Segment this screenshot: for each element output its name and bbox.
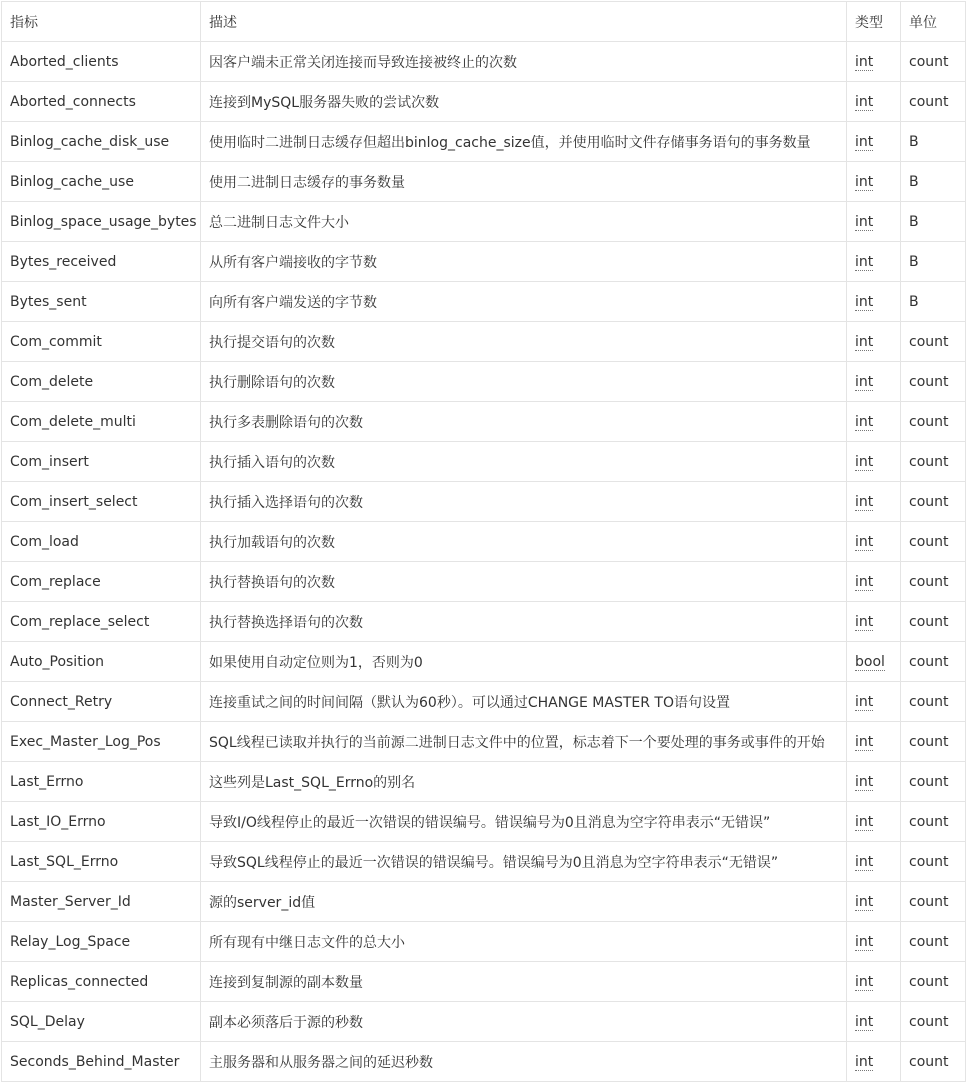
header-metric: 指标 — [2, 2, 201, 42]
type-value: int — [855, 93, 874, 110]
unit-cell: count — [901, 522, 966, 562]
unit-cell: count — [901, 602, 966, 642]
description-cell: 连接到MySQL服务器失败的尝试次数 — [201, 82, 847, 122]
description-cell: 使用二进制日志缓存的事务数量 — [201, 162, 847, 202]
table-row — [2, 602, 966, 642]
type-value: int — [855, 893, 874, 910]
metric-name-cell: Com_commit — [2, 322, 201, 362]
unit-cell: count — [901, 482, 966, 522]
metric-name-cell: Replicas_connected — [2, 962, 201, 1002]
table-row — [2, 42, 966, 82]
table-row — [2, 882, 966, 922]
type-cell — [847, 522, 901, 562]
type-value: int — [855, 533, 874, 550]
description-cell: 执行加载语句的次数 — [201, 522, 847, 562]
type-value: int — [855, 493, 874, 510]
table-body — [2, 42, 966, 1082]
description-cell: 执行替换选择语句的次数 — [201, 602, 847, 642]
unit-cell: B — [901, 242, 966, 282]
table-row — [2, 482, 966, 522]
type-cell — [847, 602, 901, 642]
type-cell — [847, 842, 901, 882]
description-cell: 执行插入语句的次数 — [201, 442, 847, 482]
type-value: int — [855, 573, 874, 590]
description-cell: 执行多表删除语句的次数 — [201, 402, 847, 442]
unit-cell: B — [901, 202, 966, 242]
type-cell — [847, 282, 901, 322]
type-value: int — [855, 133, 874, 150]
type-cell — [847, 82, 901, 122]
metric-name-cell: Connect_Retry — [2, 682, 201, 722]
header-type: 类型 — [847, 2, 901, 42]
table-row — [2, 362, 966, 402]
unit-cell: count — [901, 882, 966, 922]
unit-cell: count — [901, 362, 966, 402]
description-cell: 所有现有中继日志文件的总大小 — [201, 922, 847, 962]
table-row — [2, 402, 966, 442]
table-row — [2, 282, 966, 322]
type-value: int — [855, 253, 874, 270]
metric-name-cell: Aborted_connects — [2, 82, 201, 122]
metric-name-cell: Relay_Log_Space — [2, 922, 201, 962]
table-row — [2, 682, 966, 722]
metric-name-cell: Com_delete — [2, 362, 201, 402]
type-cell — [847, 162, 901, 202]
table-row — [2, 762, 966, 802]
type-value: int — [855, 453, 874, 470]
type-cell — [847, 962, 901, 1002]
unit-cell: count — [901, 1042, 966, 1082]
type-value: int — [855, 853, 874, 870]
metric-name-cell: Seconds_Behind_Master — [2, 1042, 201, 1082]
type-cell — [847, 202, 901, 242]
unit-cell: count — [901, 802, 966, 842]
table-row — [2, 1002, 966, 1042]
description-cell: 副本必须落后于源的秒数 — [201, 1002, 847, 1042]
type-value: bool — [855, 653, 885, 670]
description-cell: SQL线程已读取并执行的当前源二进制日志文件中的位置，标志着下一个要处理的事务或事件的开始 — [201, 722, 847, 762]
metric-name-cell: Com_replace_select — [2, 602, 201, 642]
metric-name-cell: Auto_Position — [2, 642, 201, 682]
type-value: int — [855, 773, 874, 790]
table-row — [2, 722, 966, 762]
metrics-table-container — [1, 1, 965, 1082]
table-row — [2, 322, 966, 362]
unit-cell: count — [901, 962, 966, 1002]
table-header — [2, 2, 966, 42]
unit-cell: count — [901, 682, 966, 722]
metric-name-cell: Bytes_received — [2, 242, 201, 282]
metric-name-cell: Com_insert — [2, 442, 201, 482]
description-cell: 执行替换语句的次数 — [201, 562, 847, 602]
type-cell — [847, 642, 901, 682]
description-cell: 如果使用自动定位则为1，否则为0 — [201, 642, 847, 682]
type-cell — [847, 242, 901, 282]
type-cell — [847, 122, 901, 162]
table-row — [2, 562, 966, 602]
type-cell — [847, 682, 901, 722]
header-description: 描述 — [201, 2, 847, 42]
description-cell: 连接重试之间的时间间隔（默认为60秒）。可以通过CHANGE MASTER TO语句设置 — [201, 682, 847, 722]
type-cell — [847, 1042, 901, 1082]
metric-name-cell: Bytes_sent — [2, 282, 201, 322]
unit-cell: B — [901, 122, 966, 162]
metric-name-cell: Binlog_space_usage_bytes — [2, 202, 201, 242]
description-cell: 导致SQL线程停止的最近一次错误的错误编号。错误编号为0且消息为空字符串表示“无错误” — [201, 842, 847, 882]
type-value: int — [855, 933, 874, 950]
metric-name-cell: Com_insert_select — [2, 482, 201, 522]
unit-cell: count — [901, 322, 966, 362]
metric-name-cell: Last_Errno — [2, 762, 201, 802]
type-cell — [847, 802, 901, 842]
type-cell — [847, 562, 901, 602]
table-row — [2, 82, 966, 122]
type-value: int — [855, 1013, 874, 1030]
type-cell — [847, 1002, 901, 1042]
type-cell — [847, 482, 901, 522]
table-row — [2, 842, 966, 882]
type-value: int — [855, 213, 874, 230]
type-value: int — [855, 173, 874, 190]
unit-cell: count — [901, 562, 966, 602]
table-row — [2, 162, 966, 202]
header-row — [2, 2, 966, 42]
metric-name-cell: SQL_Delay — [2, 1002, 201, 1042]
type-value: int — [855, 613, 874, 630]
description-cell: 因客户端未正常关闭连接而导致连接被终止的次数 — [201, 42, 847, 82]
description-cell: 执行删除语句的次数 — [201, 362, 847, 402]
metric-name-cell: Last_SQL_Errno — [2, 842, 201, 882]
description-cell: 从所有客户端接收的字节数 — [201, 242, 847, 282]
description-cell: 执行插入选择语句的次数 — [201, 482, 847, 522]
unit-cell: count — [901, 842, 966, 882]
metrics-table — [1, 1, 966, 1082]
description-cell: 使用临时二进制日志缓存但超出binlog_cache_size值，并使用临时文件存储事务语句的事务数量 — [201, 122, 847, 162]
unit-cell: count — [901, 642, 966, 682]
type-cell — [847, 762, 901, 802]
unit-cell: count — [901, 442, 966, 482]
metric-name-cell: Exec_Master_Log_Pos — [2, 722, 201, 762]
type-value: int — [855, 973, 874, 990]
type-value: int — [855, 693, 874, 710]
unit-cell: B — [901, 162, 966, 202]
type-value: int — [855, 733, 874, 750]
type-cell — [847, 42, 901, 82]
table-row — [2, 642, 966, 682]
type-value: int — [855, 1053, 874, 1070]
unit-cell: count — [901, 82, 966, 122]
metric-name-cell: Aborted_clients — [2, 42, 201, 82]
table-row — [2, 122, 966, 162]
table-row — [2, 202, 966, 242]
metric-name-cell: Last_IO_Errno — [2, 802, 201, 842]
description-cell: 主服务器和从服务器之间的延迟秒数 — [201, 1042, 847, 1082]
table-row — [2, 922, 966, 962]
unit-cell: B — [901, 282, 966, 322]
description-cell: 总二进制日志文件大小 — [201, 202, 847, 242]
description-cell: 导致I/O线程停止的最近一次错误的错误编号。错误编号为0且消息为空字符串表示“无错误” — [201, 802, 847, 842]
type-cell — [847, 442, 901, 482]
type-cell — [847, 922, 901, 962]
unit-cell: count — [901, 1002, 966, 1042]
type-cell — [847, 322, 901, 362]
metric-name-cell: Binlog_cache_use — [2, 162, 201, 202]
description-cell: 源的server_id值 — [201, 882, 847, 922]
unit-cell: count — [901, 762, 966, 802]
type-value: int — [855, 813, 874, 830]
header-unit: 单位 — [901, 2, 966, 42]
type-value: int — [855, 413, 874, 430]
table-row — [2, 242, 966, 282]
unit-cell: count — [901, 722, 966, 762]
type-value: int — [855, 53, 874, 70]
unit-cell: count — [901, 402, 966, 442]
type-cell — [847, 402, 901, 442]
metric-name-cell: Master_Server_Id — [2, 882, 201, 922]
table-row — [2, 522, 966, 562]
type-cell — [847, 882, 901, 922]
metric-name-cell: Com_delete_multi — [2, 402, 201, 442]
type-value: int — [855, 293, 874, 310]
type-cell — [847, 362, 901, 402]
table-row — [2, 442, 966, 482]
table-row — [2, 802, 966, 842]
type-value: int — [855, 373, 874, 390]
type-cell — [847, 722, 901, 762]
metric-name-cell: Com_load — [2, 522, 201, 562]
description-cell: 这些列是Last_SQL_Errno的别名 — [201, 762, 847, 802]
description-cell: 连接到复制源的副本数量 — [201, 962, 847, 1002]
metric-name-cell: Binlog_cache_disk_use — [2, 122, 201, 162]
type-value: int — [855, 333, 874, 350]
description-cell: 执行提交语句的次数 — [201, 322, 847, 362]
table-row — [2, 1042, 966, 1082]
metric-name-cell: Com_replace — [2, 562, 201, 602]
unit-cell: count — [901, 42, 966, 82]
description-cell: 向所有客户端发送的字节数 — [201, 282, 847, 322]
table-row — [2, 962, 966, 1002]
unit-cell: count — [901, 922, 966, 962]
